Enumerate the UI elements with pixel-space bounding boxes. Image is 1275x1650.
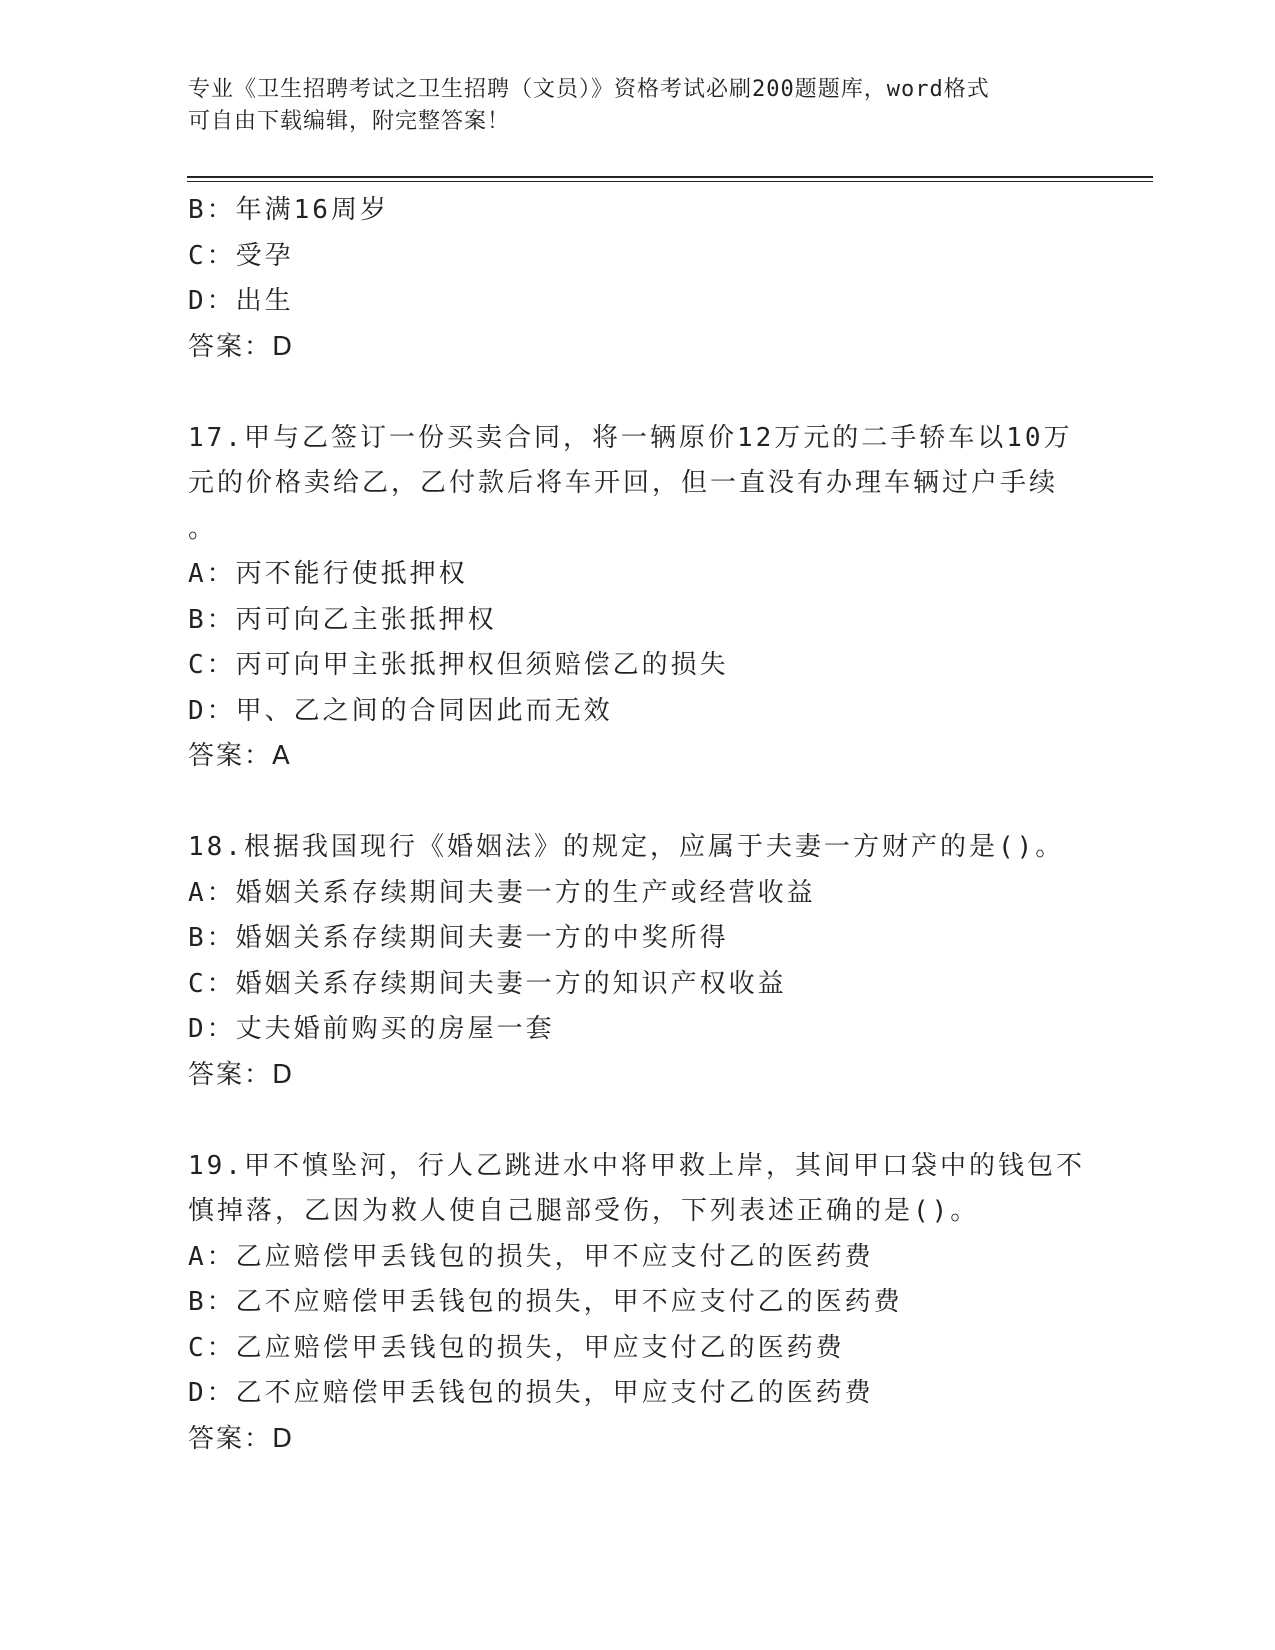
header-line-1: 专业《卫生招聘考试之卫生招聘（文员）》资格考试必刷200题题库，word格式 (188, 77, 990, 102)
option-c: C：受孕 (188, 240, 294, 271)
question-18 (188, 825, 1088, 1098)
option-b: B：丙可向乙主张抵押权 (188, 604, 497, 635)
question-stem-line: 18.根据我国现行《婚姻法》的规定，应属于夫妻一方财产的是()。 (188, 832, 1065, 862)
option-c: C：乙应赔偿甲丢钱包的损失，甲应支付乙的医药费 (188, 1332, 845, 1363)
option-c: C：婚姻关系存续期间夫妻一方的知识产权收益 (188, 968, 787, 999)
spacer (188, 1098, 1088, 1144)
header-rule-thin (187, 181, 1153, 182)
question-17 (188, 416, 1088, 780)
question-stem-line: 慎掉落，乙因为救人使自己腿部受伤，下列表述正确的是()。 (188, 1196, 980, 1226)
option-d: D：乙不应赔偿甲丢钱包的损失，甲应支付乙的医药费 (188, 1378, 874, 1408)
option-d: D：出生 (188, 286, 294, 316)
answer-line: 答案：A (188, 741, 292, 771)
spacer (188, 780, 1088, 826)
header-rule-thick (187, 176, 1153, 178)
option-b: B：年满16周岁 (188, 195, 389, 225)
question-stem-line: 19.甲不慎坠河，行人乙跳进水中将甲救上岸，其间甲口袋中的钱包不 (188, 1150, 1085, 1181)
option-b: B：婚姻关系存续期间夫妻一方的中奖所得 (188, 923, 729, 953)
option-c: C：丙可向甲主张抵押权但须赔偿乙的损失 (188, 650, 729, 680)
prev-question-block (188, 188, 1088, 370)
question-stem-line: 元的价格卖给乙，乙付款后将车开回，但一直没有办理车辆过户手续 (188, 468, 1059, 498)
spacer (188, 370, 1088, 416)
page-header (188, 74, 1068, 138)
option-a: A：乙应赔偿甲丢钱包的损失，甲不应支付乙的医药费 (188, 1241, 874, 1272)
header-line-2: 可自由下载编辑，附完整答案！ (188, 109, 511, 134)
question-list (188, 188, 1088, 1462)
option-d: D：丈夫婚前购买的房屋一套 (188, 1014, 555, 1044)
answer-line: 答案：D (188, 1059, 295, 1090)
option-b: B：乙不应赔偿甲丢钱包的损失，甲不应支付乙的医药费 (188, 1287, 903, 1317)
option-a: A：婚姻关系存续期间夫妻一方的生产或经营收益 (188, 877, 816, 908)
option-d: D：甲、乙之间的合同因此而无效 (188, 695, 613, 726)
answer-line: 答案：D (188, 1423, 295, 1454)
question-stem-line: 。 (188, 513, 218, 544)
question-19 (188, 1144, 1088, 1463)
answer-line: 答案：D (188, 331, 295, 362)
option-a: A：丙不能行使抵押权 (188, 559, 468, 589)
question-stem-line: 17.甲与乙签订一份买卖合同，将一辆原价12万元的二手轿车以10万 (188, 422, 1073, 453)
